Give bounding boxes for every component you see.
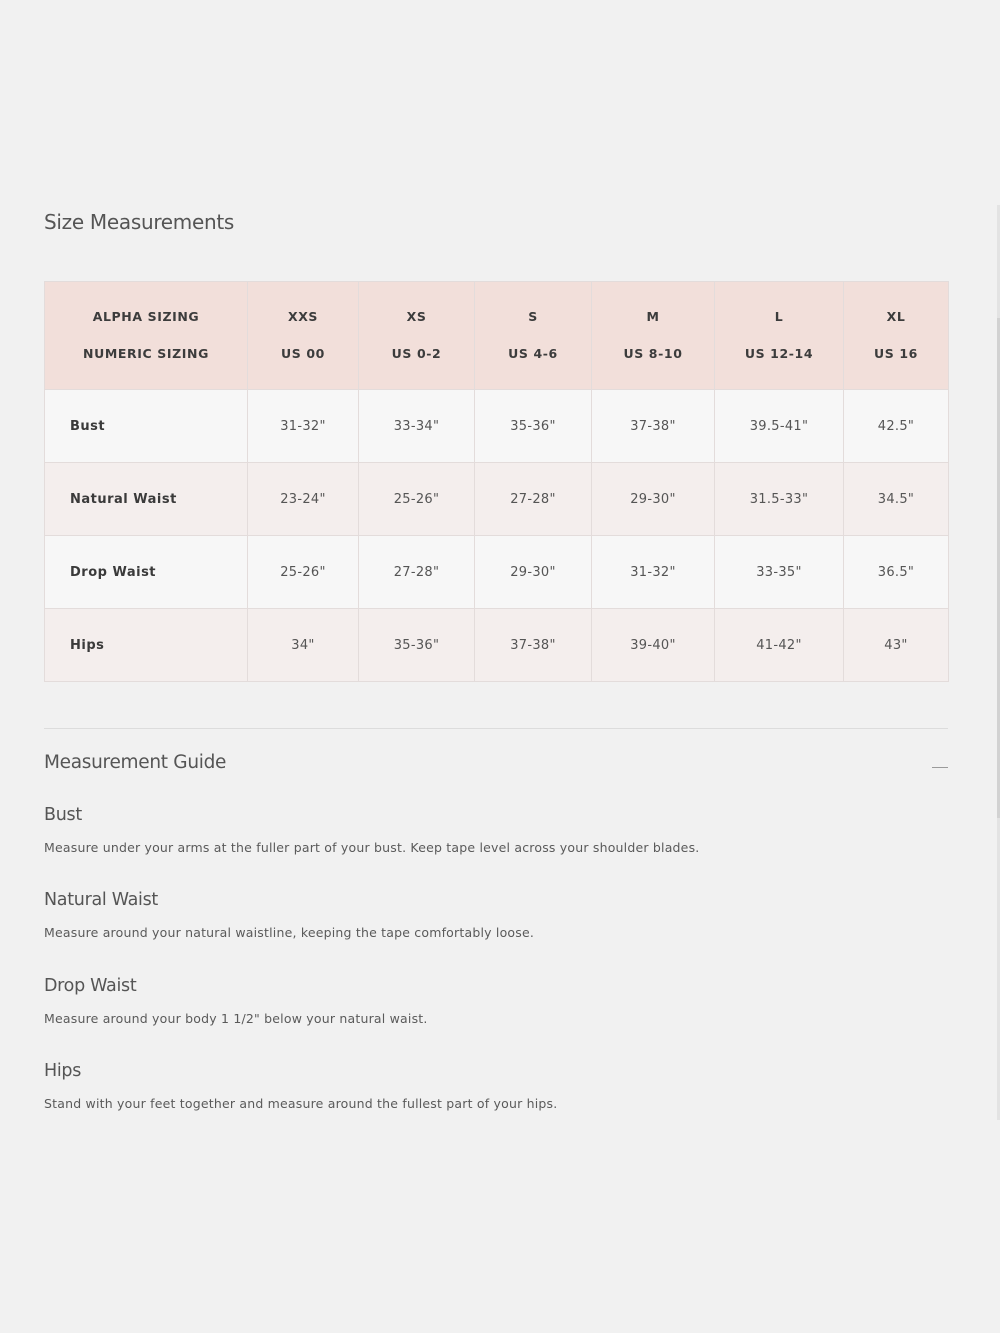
alpha-size: XL — [886, 308, 906, 324]
table-cell: 39-40" — [592, 609, 715, 682]
numeric-size: US 00 — [281, 346, 325, 361]
size-col-header — [592, 282, 715, 390]
guide-item-drop-waist — [44, 976, 428, 1026]
size-col-header — [248, 282, 359, 390]
table-cell: 34.5" — [844, 463, 949, 536]
row-label: Natural Waist — [45, 463, 248, 536]
minus-icon[interactable] — [932, 767, 948, 768]
size-col-header — [475, 282, 592, 390]
table-cell: 34" — [248, 609, 359, 682]
table-cell: 41-42" — [715, 609, 844, 682]
table-cell: 25-26" — [248, 536, 359, 609]
table-row — [45, 463, 949, 536]
table-cell: 31-32" — [592, 536, 715, 609]
table-cell: 23-24" — [248, 463, 359, 536]
numeric-size: US 12-14 — [744, 346, 814, 361]
table-cell: 29-30" — [475, 536, 592, 609]
numeric-size: US 16 — [874, 346, 918, 361]
table-cell: 27-28" — [359, 536, 475, 609]
guide-item-natural-waist — [44, 890, 534, 940]
row-label: Drop Waist — [45, 536, 248, 609]
table-cell: 25-26" — [359, 463, 475, 536]
numeric-sizing-label: NUMERIC SIZING — [83, 346, 209, 361]
table-cell: 35-36" — [475, 390, 592, 463]
numeric-size: US 8-10 — [623, 346, 683, 361]
header-labels-cell — [45, 282, 248, 390]
table-row — [45, 390, 949, 463]
table-cell: 31.5-33" — [715, 463, 844, 536]
guide-item-title: Natural Waist — [44, 890, 158, 910]
measurement-guide-title[interactable]: Measurement Guide — [44, 752, 227, 773]
table-cell: 29-30" — [592, 463, 715, 536]
size-col-header — [844, 282, 949, 390]
table-cell: 31-32" — [248, 390, 359, 463]
guide-item-bust — [44, 805, 699, 855]
row-label: Hips — [45, 609, 248, 682]
table-cell: 36.5" — [844, 536, 949, 609]
size-col-header — [715, 282, 844, 390]
table-cell: 27-28" — [475, 463, 592, 536]
table-cell: 43" — [844, 609, 949, 682]
guide-item-title: Bust — [44, 805, 82, 825]
section-divider — [44, 728, 948, 729]
alpha-sizing-label: ALPHA SIZING — [92, 308, 200, 324]
guide-item-text: Stand with your feet together and measure around the fullest part of your hips. — [44, 1096, 558, 1111]
alpha-size: S — [528, 308, 538, 324]
table-cell: 39.5-41" — [715, 390, 844, 463]
table-row — [45, 609, 949, 682]
table-cell: 37-38" — [592, 390, 715, 463]
guide-item-title: Hips — [44, 1061, 82, 1081]
guide-item-title: Drop Waist — [44, 976, 137, 996]
size-measurements-title: Size Measurements — [44, 210, 235, 234]
guide-item-text: Measure around your natural waistline, keeping the tape comfortably loose. — [44, 925, 535, 940]
guide-item-text: Measure under your arms at the fuller part of your bust. Keep tape level across your shoulder blades. — [44, 840, 700, 855]
alpha-size: L — [774, 308, 784, 324]
table-row — [45, 536, 949, 609]
table-cell: 33-34" — [359, 390, 475, 463]
table-cell: 33-35" — [715, 536, 844, 609]
size-chart-table — [44, 281, 949, 682]
size-col-header — [359, 282, 475, 390]
guide-item-text: Measure around your body 1 1/2" below your natural waist. — [44, 1011, 428, 1026]
alpha-size: M — [646, 308, 660, 324]
numeric-size: US 0-2 — [391, 346, 442, 361]
table-cell: 42.5" — [844, 390, 949, 463]
alpha-size: XXS — [287, 308, 319, 324]
table-cell: 37-38" — [475, 609, 592, 682]
size-header-row — [45, 282, 949, 390]
row-label: Bust — [45, 390, 248, 463]
guide-item-hips — [44, 1061, 557, 1111]
table-cell: 35-36" — [359, 609, 475, 682]
alpha-size: XS — [406, 308, 427, 324]
numeric-size: US 4-6 — [508, 346, 558, 361]
